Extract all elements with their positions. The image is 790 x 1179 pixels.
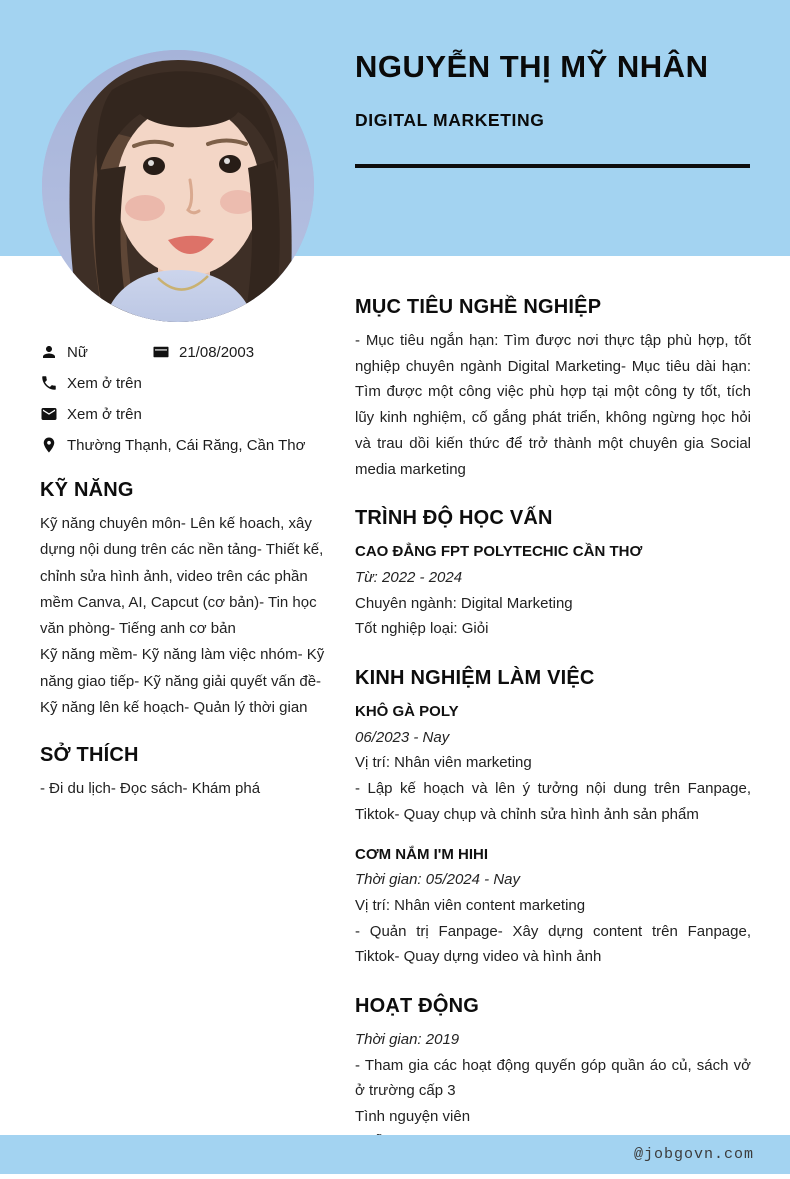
contact-row-email [40,405,330,423]
activities-heading: HOẠT ĐỘNG [355,995,480,1018]
job-period: Thời gian: 05/2024 - Nay [355,871,520,889]
skills-soft-text: Kỹ năng mềm- Kỹ năng làm việc nhóm- Kỹ năng giao tiếp- Kỹ năng giải quyết vấn đề- Kỹ năng lên kế hoạch- Quản lý thời gian [40,646,325,717]
objective-text: - Mục tiêu ngắn hạn: Tìm được nơi thực tập phù hợp, tốt nghiệp chuyên ngành Digital Marketing- Mục tiêu dài hạn: Tìm được một công việc phù hợp tại một công ty tốt, tích lũy kinh nghiệm, cố gắng phát triển, không ngừng học hỏi và trau dồi kiến thức để trở thành một chuyên gia Social media marketing [355,332,751,478]
job-entry [355,842,751,971]
education-heading: TRÌNH ĐỘ HỌC VẤN [355,507,553,530]
contact-row-gender-dob [40,343,330,361]
hobbies-heading: SỞ THÍCH [40,744,139,767]
education-grade: Tốt nghiệp loại: Giỏi [355,620,489,638]
person-icon [40,343,58,361]
experience-section [355,667,751,970]
candidate-name: NGUYỄN THỊ MỸ NHÂN [355,49,709,84]
job-entry [355,699,751,828]
portrait-illustration [42,50,314,322]
activities-role: Tình nguyện viên [355,1108,471,1126]
phone-value: Xem ở trên [67,374,142,392]
education-major: Chuyên ngành: Digital Marketing [355,594,573,612]
job-company: KHÔ GÀ POLY [355,703,459,721]
footer-band [0,1135,790,1174]
job-position: Vị trí: Nhân viên marketing [355,754,532,772]
address-value: Thường Thạnh, Cái Răng, Cần Thơ [67,436,306,454]
activities-period: Thời gian: 2019 [355,1031,460,1049]
profile-photo [42,50,314,322]
contact-row-address [40,436,330,454]
contact-row-phone [40,374,330,392]
job-company: CƠM NẮM I'M HIHI [355,845,489,863]
job-period: 06/2023 - Nay [355,728,450,746]
calendar-icon [152,343,170,361]
location-pin-icon [40,436,58,454]
email-value: Xem ở trên [67,405,142,423]
footer-watermark: @jobgovn.com [633,1146,754,1163]
left-column [40,343,330,803]
education-school: CAO ĐẲNG FPT POLYTECHIC CẦN THƠ [355,543,643,561]
dob-item [152,343,254,361]
activities-detail-1: - Tham gia các hoạt động quyến góp quần áo củ, sách vở ở trường cấp 3 [355,1056,751,1100]
objective-section [355,296,751,482]
job-position: Vị trí: Nhân viên content marketing [355,896,586,914]
header-block [355,50,751,168]
mail-icon [40,405,58,423]
job-details: - Quản trị Fanpage- Xây dựng content trên Fanpage, Tiktok- Quay dựng video và hình ảnh [355,922,751,966]
objective-heading: MỤC TIÊU NGHỀ NGHIỆP [355,296,602,318]
skills-professional-text: Kỹ năng chuyên môn- Lên kế hoach, xây dựng nội dung trên các nền tảng- Thiết kế, chỉnh sửa hình ảnh, video trên các phần mềm Canva, AI, Capcut (cơ bản)- Tin học văn phòng- Tiếng anh cơ bản [40,515,324,638]
education-section [355,507,751,642]
gender-value: Nữ [67,343,88,361]
skills-heading: KỸ NĂNG [40,479,134,501]
activities-section [355,995,751,1156]
candidate-job-title: DIGITAL MARKETING [355,110,545,131]
phone-icon [40,374,58,392]
job-details: - Lập kế hoạch và lên ý tưởng nội dung trên Fanpage, Tiktok- Quay chụp và chỉnh sửa hình ảnh sản phẩm [355,780,751,823]
right-column [355,296,751,1179]
header-divider [355,164,750,168]
gender-item [40,343,152,361]
dob-value: 21/08/2003 [179,343,255,361]
hobbies-text: - Đi du lịch- Đọc sách- Khám phá [40,780,261,798]
experience-heading: KINH NGHIỆM LÀM VIỆC [355,667,595,690]
education-period: Từ: 2022 - 2024 [355,568,463,586]
